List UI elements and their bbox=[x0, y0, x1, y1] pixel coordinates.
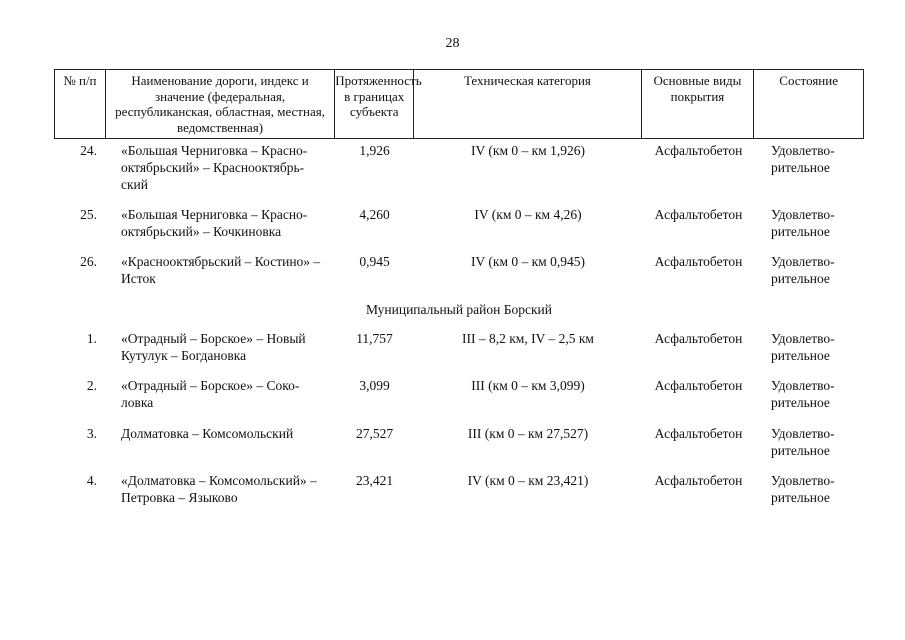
row-category: III – 8,2 км, IV – 2,5 км bbox=[462, 331, 594, 346]
row-num: 1. bbox=[86, 331, 97, 346]
row-name: «Краснооктябрьский – Костино» – Исток bbox=[121, 254, 321, 286]
row-length: 23,421 bbox=[355, 473, 394, 488]
page-number: 28 bbox=[445, 36, 460, 51]
row-length: 11,757 bbox=[356, 331, 393, 346]
row-name: «Большая Черниговка – Красно-октябрьский» – Кочкиновка bbox=[121, 207, 308, 239]
header-name: Наименование дороги, индекс и значение (федеральная, республиканская, областная, местная, ведомственная) bbox=[106, 70, 335, 138]
table-row bbox=[54, 206, 864, 240]
row-surface: Асфальтобетон bbox=[654, 473, 743, 488]
section-title: Муниципальный район Борский bbox=[365, 302, 552, 317]
row-category: III (км 0 – км 3,099) bbox=[471, 378, 585, 393]
row-length: 0,945 bbox=[359, 254, 390, 269]
row-num: 25. bbox=[80, 207, 97, 222]
row-name: «Большая Черниговка – Красно-октябрьский» – Краснооктябрь-ский bbox=[121, 143, 308, 192]
row-surface: Асфальтобетон bbox=[654, 331, 743, 346]
table-row bbox=[54, 425, 864, 459]
row-surface: Асфальтобетон bbox=[654, 207, 743, 222]
row-num: 3. bbox=[86, 426, 97, 441]
row-length: 27,527 bbox=[355, 426, 394, 441]
row-length: 1,926 bbox=[359, 143, 390, 158]
row-state: Удовлетво-рительное bbox=[771, 143, 835, 175]
table-row bbox=[54, 253, 864, 287]
header-state: Состояние bbox=[779, 73, 838, 88]
header-num: № п/п bbox=[55, 70, 106, 138]
row-num: 2. bbox=[86, 378, 97, 393]
row-name: «Отрадный – Борское» – Новый Кутулук – Богдановка bbox=[121, 331, 306, 363]
row-surface: Асфальтобетон bbox=[654, 143, 743, 158]
row-category: III (км 0 – км 27,527) bbox=[467, 426, 589, 441]
row-category: IV (км 0 – км 23,421) bbox=[467, 473, 589, 488]
row-category: IV (км 0 – км 4,26) bbox=[474, 207, 582, 222]
table-row bbox=[54, 330, 864, 364]
row-category: IV (км 0 – км 1,926) bbox=[471, 143, 585, 158]
row-state: Удовлетво-рительное bbox=[771, 207, 835, 239]
row-state: Удовлетво-рительное bbox=[771, 254, 835, 286]
table-row bbox=[54, 472, 864, 506]
row-surface: Асфальтобетон bbox=[654, 254, 743, 269]
row-surface: Асфальтобетон bbox=[654, 378, 743, 393]
row-length: 4,260 bbox=[359, 207, 390, 222]
row-state: Удовлетво-рительное bbox=[771, 378, 835, 410]
row-name: «Долматовка – Комсомольский» – Петровка – Языково bbox=[121, 473, 317, 505]
header-length: Протяженность в границах субъекта bbox=[335, 70, 414, 138]
header-category: Техническая категория bbox=[414, 70, 641, 138]
row-name: Долматовка – Комсомольский bbox=[121, 426, 294, 441]
header-surface: Основные виды покрытия bbox=[642, 70, 755, 138]
row-num: 4. bbox=[86, 473, 97, 488]
row-category: IV (км 0 – км 0,945) bbox=[471, 254, 585, 269]
row-state: Удовлетво-рительное bbox=[771, 426, 835, 458]
row-num: 26. bbox=[80, 254, 97, 269]
table-row bbox=[54, 377, 864, 411]
row-state: Удовлетво-рительное bbox=[771, 473, 835, 505]
table-header bbox=[54, 69, 864, 139]
row-length: 3,099 bbox=[359, 378, 390, 393]
row-surface: Асфальтобетон bbox=[654, 426, 743, 441]
table-row bbox=[54, 142, 864, 193]
row-num: 24. bbox=[80, 143, 97, 158]
row-name: «Отрадный – Борское» – Соко-ловка bbox=[121, 378, 300, 410]
row-state: Удовлетво-рительное bbox=[771, 331, 835, 363]
